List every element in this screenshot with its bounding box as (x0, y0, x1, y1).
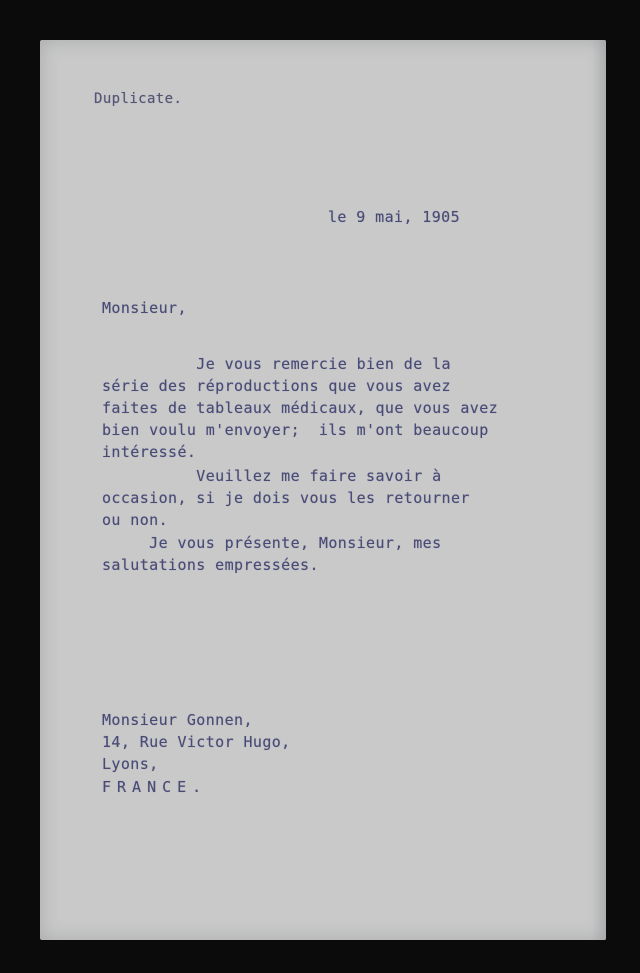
body-line: Je vous présente, Monsieur, mes (102, 534, 442, 552)
body-line: salutations empressées. (102, 556, 319, 574)
salutation: Monsieur, (102, 299, 187, 317)
body-line: occasion, si je dois vous les retourner (102, 489, 470, 507)
body-line: série des réproductions que vous avez (102, 377, 451, 395)
address-line: 14, Rue Victor Hugo, (102, 733, 291, 751)
body-line: faites de tableaux médicaux, que vous avez (102, 399, 499, 417)
body-line: ou non. (102, 511, 169, 529)
body-line: Veuillez me faire savoir à (102, 467, 442, 485)
letter-date: le 9 mai, 1905 (328, 208, 461, 226)
letter-sheet (40, 40, 606, 940)
body-line: intéressé. (102, 443, 197, 461)
duplicate-note: Duplicate. (94, 91, 183, 107)
address-line: FRANCE. (102, 778, 208, 796)
body-line: Je vous remercie bien de la (102, 355, 451, 373)
body-line: bien voulu m'envoyer; ils m'ont beaucoup (102, 421, 489, 439)
address-line: Lyons, (102, 755, 159, 773)
address-line: Monsieur Gonnen, (102, 711, 253, 729)
